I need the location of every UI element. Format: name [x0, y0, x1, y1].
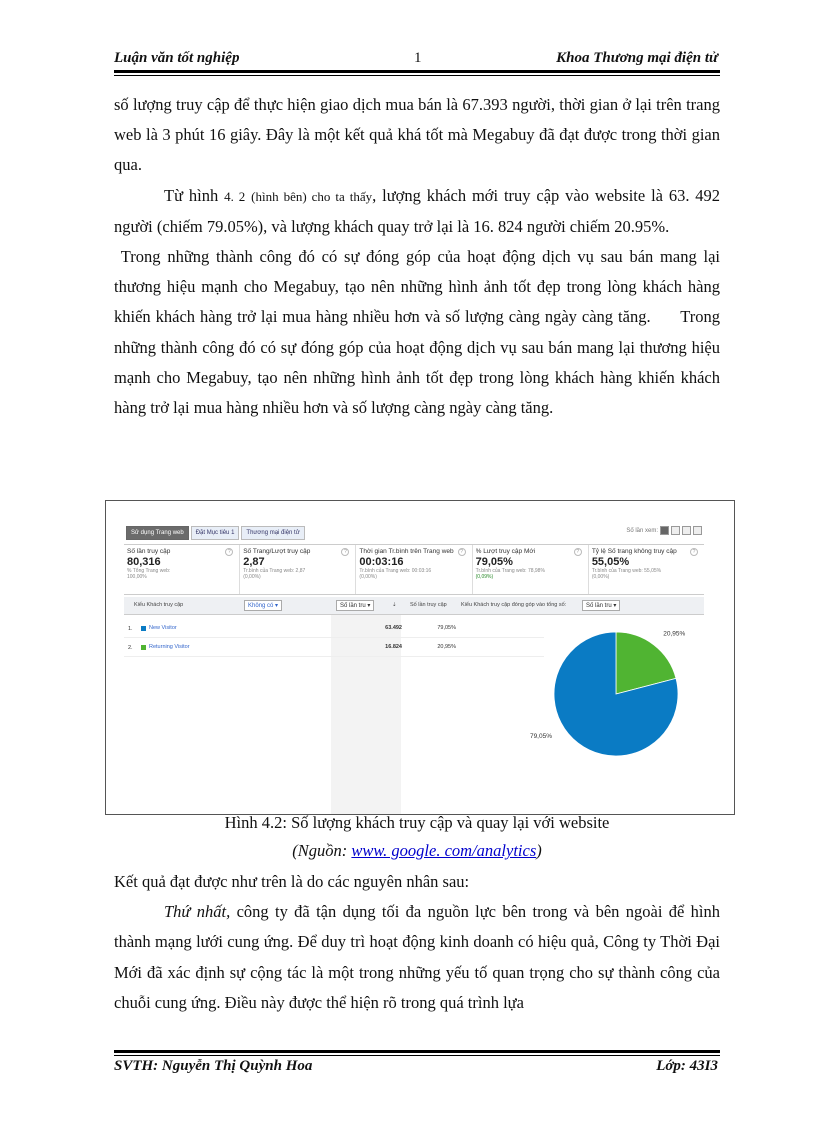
- metric-value: 79,05%: [475, 556, 513, 568]
- metric-value: 55,05%: [591, 556, 630, 568]
- para2-figure-note: (hình bên) cho ta thấy: [251, 188, 373, 204]
- header-faculty: Khoa Thương mại điện tử: [556, 50, 718, 66]
- row-percent: 79,05%: [437, 625, 456, 631]
- metric-value: 80,316: [127, 556, 161, 568]
- secondary-dimension-value: Không có: [248, 603, 274, 609]
- source-suffix: ): [536, 841, 542, 860]
- metric-sub: Tr.bình của Trang web: 55,05%: [591, 568, 662, 574]
- row-visits: 63.492: [385, 625, 402, 631]
- pie-label-returning-visitor: 20,95%: [663, 630, 686, 638]
- metric-pct: (0,00%): [591, 574, 610, 580]
- row-label-link[interactable]: Returning Visitor: [149, 644, 190, 650]
- contribution-select-value: Số lần tru: [586, 603, 612, 609]
- row-number: 1.: [128, 626, 133, 632]
- metric-bounce-rate: [589, 545, 704, 594]
- page-header: [114, 48, 720, 70]
- metric-pct: (0,09%): [475, 574, 494, 580]
- source-link[interactable]: www. google. com/analytics: [351, 841, 537, 860]
- grid-view-icon[interactable]: [660, 526, 669, 535]
- table-row[interactable]: [124, 620, 544, 638]
- metric-new-visits: [473, 545, 589, 594]
- metric-avg-time: [356, 545, 472, 594]
- paragraph-3: Trong những thành công đó có sự đóng góp của hoạt động dịch vụ sau bán mang lại thương hiệu mạnh cho Megabuy, tạo nên những hình ảnh tốt đẹp trong lòng khách hàng khiến khách hàng trở lại mua hàng nhiều hơn và số lượng càng ngày càng tăng. Trong những thành công đó có sự đóng góp của hoạt động dịch vụ sau bán mang lại thương hiệu mạnh cho Megabuy, tạo nên những hình ảnh tốt đẹp trong lòng khách hàng khiến khách hàng trở lại mua hàng nhiều hơn và số lượng càng ngày càng tăng.: [114, 247, 725, 418]
- metric-label: Thời gian Tr.bình trên Trang web: [359, 548, 454, 555]
- chevron-down-icon: ▾: [613, 603, 617, 609]
- chevron-down-icon: ▾: [275, 603, 279, 609]
- tab-ecommerce[interactable]: Thương mại điện tử: [241, 526, 304, 540]
- analytics-figure: [105, 500, 735, 815]
- view-label: Số lần xem:: [626, 527, 658, 534]
- paragraph-2: [114, 181, 720, 242]
- visits-column-header[interactable]: Số lần truy cập: [410, 602, 447, 608]
- visitor-pie-chart: [516, 609, 716, 799]
- metric-pct: (0,00%): [243, 574, 261, 580]
- metric-visits: [124, 545, 240, 594]
- para2-rest: , lượng khách mới truy cập vào website là 63. 492 người (chiếm 79.05%), và lượng khách quay trở lại là 16. 824 người chiếm 20.95%.: [114, 185, 721, 236]
- help-icon[interactable]: ?: [458, 548, 466, 556]
- header-rule-thin: [114, 75, 720, 76]
- metric-label: Tỷ lệ Số trang không truy cập: [591, 548, 677, 555]
- dimension-header[interactable]: Kiểu Khách truy cập: [134, 602, 184, 608]
- metric-pct: (0,00%): [359, 574, 377, 580]
- body-text-bottom: [114, 867, 720, 1018]
- help-icon[interactable]: ?: [690, 548, 698, 556]
- row-number: 2.: [128, 645, 133, 651]
- paragraph-1: số lượng truy cập để thực hiện giao dịch mua bán là 67.393 người, thời gian ở lại trên trang web là 3 phút 16 giây. Đây là một kết quả khá tốt mà Megabuy đã đạt được trong thời gian qua.: [114, 95, 720, 175]
- pie-view-icon[interactable]: [671, 526, 680, 535]
- para5-lead: Thứ nhất,: [164, 902, 231, 922]
- row-percent: 20,95%: [437, 644, 456, 650]
- pie-label-new-visitor: 79,05%: [529, 733, 552, 740]
- sort-arrow-icon[interactable]: ⇣: [392, 602, 397, 608]
- view-toggle: [626, 526, 702, 535]
- tab-site-usage[interactable]: Sử dụng Trang web: [126, 526, 189, 540]
- metric-value: 00:03:16: [359, 556, 404, 568]
- metrics-summary: [124, 544, 704, 595]
- ga-tabs: [126, 526, 305, 540]
- comparison-view-icon[interactable]: [693, 526, 702, 535]
- metric-value: 2,87: [243, 556, 265, 568]
- metric-pct: 100,00%: [127, 574, 147, 580]
- metric-label: Số Trang/Lượt truy cập: [243, 548, 311, 555]
- footer-rule-thin: [114, 1055, 720, 1056]
- contribution-label: Kiểu Khách truy cập đóng góp vào tổng số:: [461, 602, 567, 608]
- body-text-top: [114, 90, 725, 423]
- metric-sub: Tr.bình của Trang web: 78,98%: [475, 568, 545, 574]
- chevron-down-icon: ▾: [367, 603, 371, 609]
- header-rule-thick: [114, 70, 720, 73]
- secondary-dimension-select[interactable]: [244, 600, 282, 611]
- header-thesis-title: Luận văn tốt nghiệp: [114, 50, 240, 66]
- footer-rule-thick: [114, 1050, 720, 1053]
- footer-class: Lớp: 43I3: [656, 1058, 718, 1074]
- metric-select-value: Số lần tru: [340, 603, 366, 609]
- legend-swatch: [141, 645, 146, 650]
- tab-goal-set-1[interactable]: Đặt Mục tiêu 1: [191, 526, 240, 540]
- performance-view-icon[interactable]: [682, 526, 691, 535]
- row-visits: 16.824: [385, 644, 402, 650]
- paragraph-4: Kết quả đạt được như trên là do các nguyên nhân sau:: [114, 872, 470, 891]
- figure-source: [114, 840, 720, 862]
- metric-sub: Tr.bình của Trang web: 00:03:16: [359, 568, 432, 574]
- metric-select[interactable]: [336, 600, 374, 611]
- metric-label: % Lượt truy cập Mới: [475, 548, 536, 555]
- para2-prefix: Từ hình: [164, 185, 219, 205]
- footer-student: SVTH: Nguyễn Thị Quỳnh Hoa: [114, 1058, 313, 1074]
- help-icon[interactable]: ?: [225, 548, 233, 556]
- row-label-link[interactable]: New Visitor: [149, 625, 177, 631]
- metric-label: Số lần truy cập: [127, 548, 171, 555]
- paragraph-5: [114, 897, 720, 1018]
- metric-pages-per-visit: [240, 545, 356, 594]
- para5-rest: công ty đã tận dụng tối đa nguồn lực bên trong và bên ngoài để hình thành mạng lưới cung ứng. Để duy trì hoạt động kinh doanh có hiệu quả, Công ty Thời Đại Mới đã xác định sự cộng tác là một trong những yếu tố quan trọng cho sự thành công của chuỗi cung ứng. Điều này được thể hiện rõ trong quá trình lựa: [114, 902, 720, 1012]
- help-icon[interactable]: ?: [574, 548, 582, 556]
- table-row[interactable]: [124, 639, 544, 657]
- metric-sub: Tr.bình của Trang web: 2,87: [243, 568, 306, 574]
- page-number: 1: [414, 50, 422, 66]
- source-prefix: (Nguồn:: [292, 841, 352, 860]
- metric-sub: % Tổng Trang web:: [127, 568, 171, 574]
- figure-caption: Hình 4.2: Số lượng khách truy cập và quay lại với website: [224, 813, 610, 832]
- legend-swatch: [141, 626, 146, 631]
- help-icon[interactable]: ?: [341, 548, 349, 556]
- para2-figure-ref: 4. 2: [224, 188, 246, 204]
